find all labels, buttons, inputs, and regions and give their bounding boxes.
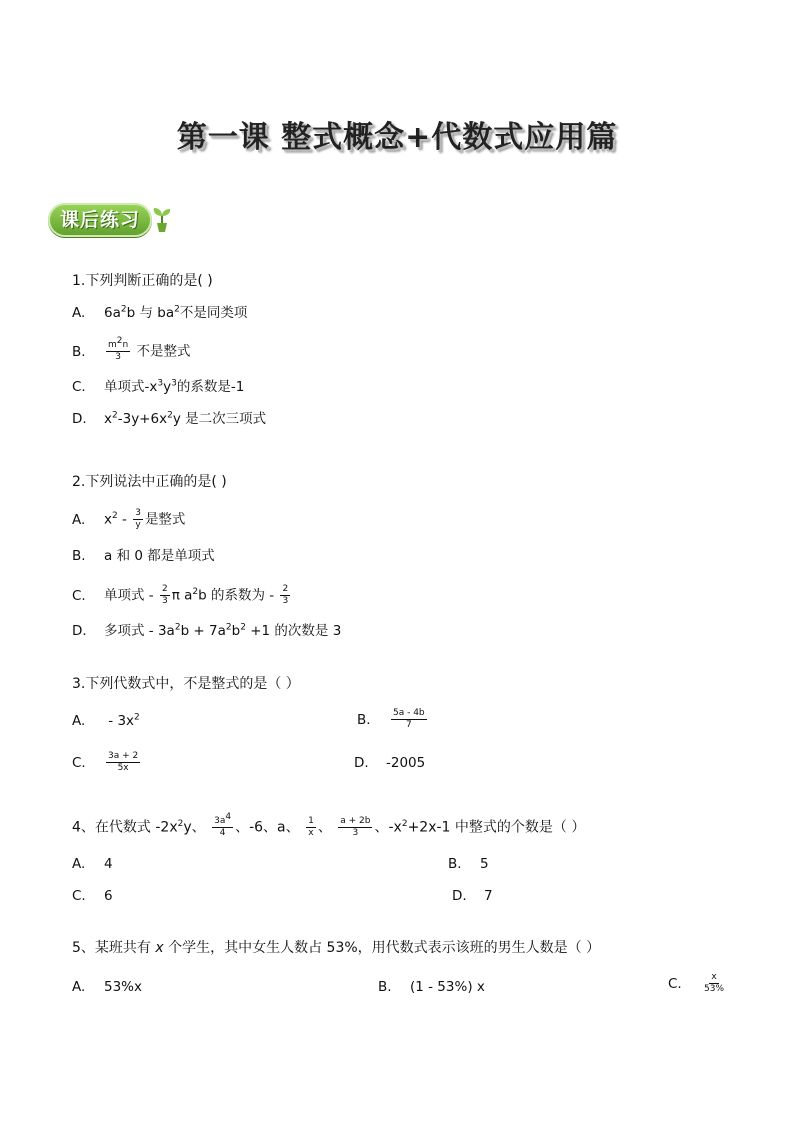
q3-option-a: A. - $3x^2$ [72, 712, 140, 729]
q3-stem: 3.下列代数式中，不是整式的是（ ） [72, 676, 300, 692]
option-label: B. [72, 343, 86, 360]
option-label: B. [72, 548, 86, 564]
option-label: A. [72, 979, 86, 995]
fraction: $\frac{3a^4}{4}$ [214, 812, 232, 838]
q5-option-c [668, 972, 728, 995]
q4-option-b: B. 5 [448, 856, 489, 872]
q4-option-c: C. 6 [72, 888, 113, 904]
q3-option-d: D. -2005 [354, 755, 426, 771]
option-label: B. [378, 979, 392, 995]
fraction: $\frac{2}{3}$ [282, 584, 289, 606]
q1-option-b: B. $\frac{m^2n}{3}$ 不是整式 [72, 336, 191, 362]
option-label: C. [72, 754, 86, 771]
option-label: A. [72, 713, 86, 729]
section-badge: 课后练习 [48, 203, 152, 237]
option-label: A. [72, 856, 86, 872]
option-label: B. [357, 711, 371, 728]
q2-option-b: B. a 和 0 都是单项式 [72, 548, 215, 564]
q2-option-c: C. 单项式 - $\frac{2}{3}$ π $a^2b$ 的系数为 - $\frac{2}{3}$ [72, 584, 289, 606]
fraction: $\frac{m^2n}{3}$ [108, 336, 129, 362]
q4-option-d: D. 7 [452, 888, 493, 904]
option-label: D. [452, 888, 467, 904]
option-label: B. [448, 856, 462, 872]
option-label: C. [72, 888, 86, 904]
option-label: D. [354, 755, 369, 771]
q3-option-c [72, 751, 142, 774]
fraction: $\frac{3a + 2}{5x}$ [108, 751, 139, 773]
fraction: $\frac{5a - 4b}{7}$ [393, 708, 425, 730]
q1-option-c: C. 单项式$-x^3y^3$的系数是-1 [72, 378, 245, 395]
option-label: D. [72, 411, 87, 427]
q1-option-d: D. $x^2-3y+6x^2y$ 是二次三项式 [72, 410, 267, 427]
option-label: D. [72, 623, 87, 639]
q2-stem: 2.下列说法中正确的是( ) [72, 474, 227, 490]
option-label: C. [72, 379, 86, 395]
fraction: $\frac{2}{3}$ [161, 584, 168, 606]
q4-stem: 4、在代数式 $-2x^2y$、 $\frac{3a^4}{4}$ 、-6、a、 $\frac{1}{x}$ 、 $\frac{a + 2b}{3}$ 、$-x^2+2x-1$ 中整式的个数是（ ） [72, 812, 586, 838]
q1-stem: 1.下列判断正确的是( ) [72, 273, 213, 289]
q1-option-a: A. $6a^2b$ 与 $ba^2$不是同类项 [72, 304, 248, 321]
page-title: 第一课 整式概念+代数式应用篇 [176, 120, 618, 155]
fraction: $\frac{a + 2b}{3}$ [340, 816, 371, 838]
q2-option-a: A. $x^2$ - $\frac{3}{y}$ 是整式 [72, 508, 186, 530]
q5-option-b: B. (1 - 53%) x [378, 979, 485, 995]
option-label: A. [72, 511, 86, 528]
fraction: $\frac{1}{x}$ [308, 816, 314, 838]
q5-stem: 5、某班共有 x 个学生，其中女生人数占 53%，用代数式表示该班的男生人数是（ ） [72, 940, 601, 956]
q5-option-a: A. 53%x [72, 979, 142, 995]
fraction: $\frac{x}{53\%}$ [704, 972, 725, 994]
option-label: A. [72, 305, 86, 321]
q3-option-b [357, 708, 429, 731]
q2-option-d: D. 多项式 - $3a^2b + 7a^2b^2 +1$ 的次数是 3 [72, 622, 342, 639]
option-label: C. [72, 587, 86, 604]
sprout-icon [151, 207, 173, 233]
option-label: C. [668, 975, 682, 992]
fraction: $\frac{3}{y}$ [135, 508, 141, 530]
q4-option-a: A. 4 [72, 856, 113, 872]
